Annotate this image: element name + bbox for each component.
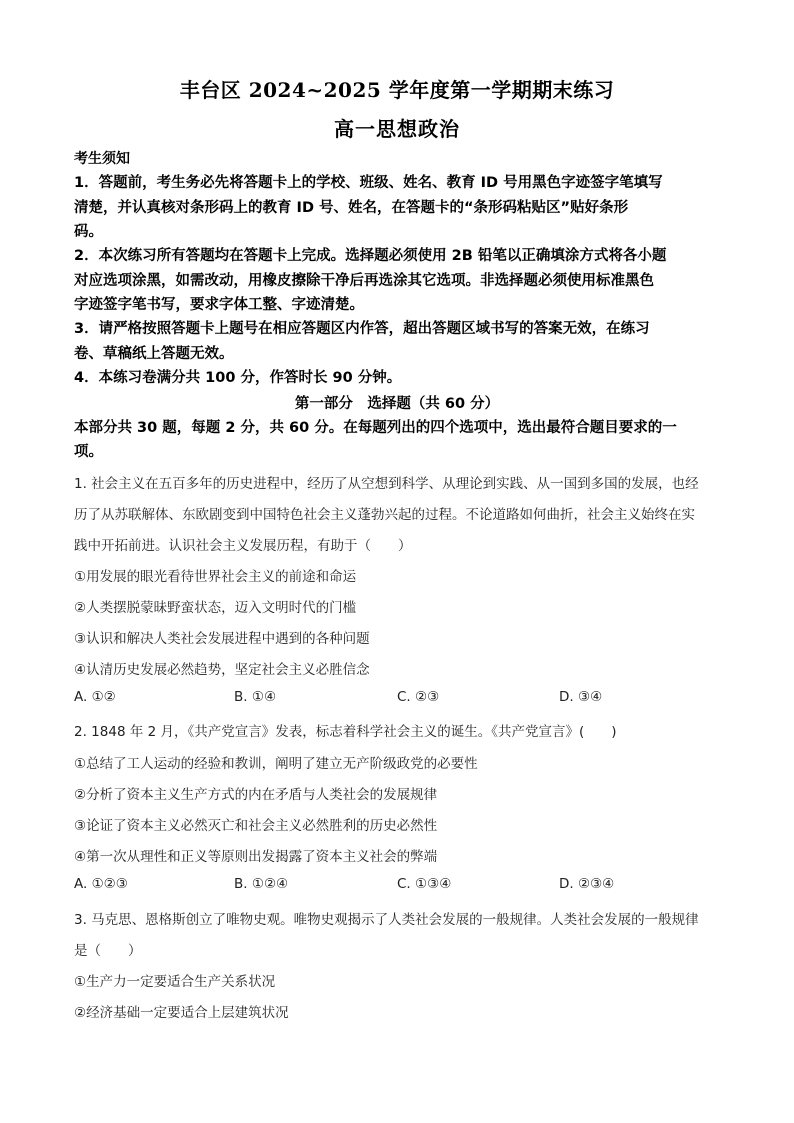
question-2-item: ①总结了工人运动的经验和教训，阐明了建立无产阶级政党的必要性 [74, 756, 478, 772]
option-b[interactable]: B. ①②④ [234, 876, 289, 892]
notice-line: 卷、草稿纸上答题无效。 [74, 345, 234, 362]
notice-line: 2．本次练习所有答题均在答题卡上完成。选择题必须使用 2B 铅笔以正确填涂方式将各小题 [74, 248, 667, 264]
section-intro-line: 本部分共 30 题，每题 2 分，共 60 分。在每题列出的四个选项中，选出最符合题目要求的一 [74, 420, 677, 436]
section-intro-line: 项。 [74, 444, 103, 460]
question-2-item: ③论证了资本主义必然灭亡和社会主义必然胜利的历史必然性 [74, 818, 438, 834]
question-3-stem-line: 3. 马克思、恩格斯创立了唯物史观。唯物史观揭示了人类社会发展的一般规律。人类社会发展的一般规律 [74, 912, 699, 928]
option-d[interactable]: D. ③④ [559, 689, 603, 705]
option-b[interactable]: B. ①④ [234, 689, 277, 705]
option-d[interactable]: D. ②③④ [559, 876, 615, 892]
question-1-stem-line: 践中开拓前进。认识社会主义发展历程，有助于（ ） [74, 538, 412, 554]
option-c[interactable]: C. ②③ [397, 689, 440, 705]
option-a[interactable]: A. ①② [74, 689, 116, 705]
question-2-item: ④第一次从理性和正义等原则出发揭露了资本主义社会的弊端 [74, 849, 438, 865]
notice-heading: 考生须知 [74, 151, 130, 167]
option-a[interactable]: A. ①②③ [74, 876, 128, 892]
question-3-stem-line: 是（ ） [74, 943, 142, 959]
notice-line: 3．请严格按照答题卡上题号在相应答题区内作答，超出答题区域书写的答案无效，在练习 [74, 321, 650, 337]
notice-line: 对应选项涂黑，如需改动，用橡皮擦除干净后再选涂其它选项。非选择题必须使用标准黑色 [74, 272, 654, 289]
notice-line: 4．本练习卷满分共 100 分，作答时长 90 分钟。 [74, 370, 402, 386]
page-subtitle: 高一思想政治 [334, 117, 460, 141]
notice-line: 字迹签字笔书写，要求字体工整、字迹清楚。 [74, 297, 364, 313]
page-title: 丰台区 2024~2025 学年度第一学期期末练习 [179, 78, 615, 102]
section-title: 第一部分 选择题（共 60 分） [294, 396, 500, 412]
question-1-item: ①用发展的眼光看待世界社会主义的前途和命运 [74, 569, 357, 585]
question-1-stem-line: 1. 社会主义在五百多年的历史进程中，经历了从空想到科学、从理论到实践、从一国到多国的发展，也经 [74, 476, 699, 492]
notice-line: 码。 [74, 224, 103, 240]
question-2-item: ②分析了资本主义生产方式的内在矛盾与人类社会的发展规律 [74, 787, 438, 803]
question-1-item: ④认清历史发展必然趋势，坚定社会主义必胜信念 [74, 662, 370, 678]
question-3-item: ①生产力一定要适合生产关系状况 [74, 974, 276, 990]
question-2-stem-line: 2. 1848 年 2 月，《共产党宣言》发表，标志着科学社会主义的诞生。《共产党宣言》( ) [74, 724, 617, 740]
option-c[interactable]: C. ①③④ [397, 876, 452, 892]
notice-line: 清楚，并认真核对条形码上的教育 ID 号、姓名，在答题卡的“条形码粘贴区”贴好条形 [74, 199, 629, 216]
question-1-item: ③认识和解决人类社会发展进程中遇到的各种问题 [74, 631, 370, 647]
question-3-item: ②经济基础一定要适合上层建筑状况 [74, 1005, 289, 1021]
question-1-stem-line: 历了从苏联解体、东欧剧变到中国特色社会主义蓬勃兴起的过程。不论道路如何曲折，社会主义始终在实 [74, 507, 695, 523]
question-1-item: ②人类摆脱蒙昧野蛮状态，迈入文明时代的门槛 [74, 600, 357, 616]
notice-line: 1．答题前，考生务必先将答题卡上的学校、班级、姓名、教育 ID 号用黑色字迹签字笔填写 [74, 175, 663, 191]
